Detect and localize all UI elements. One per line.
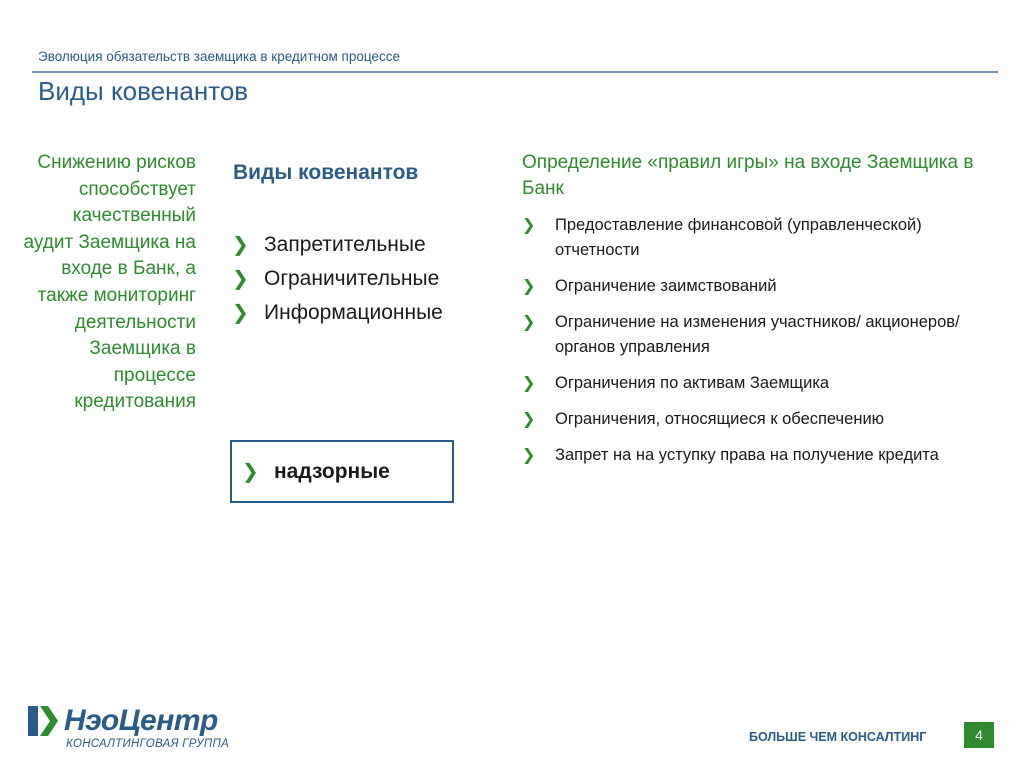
list-item-label: Предоставление финансовой (управленческой) отчетности [555,216,922,259]
list-item [522,407,992,432]
chevron-right-icon: ❯ [522,217,536,234]
chevron-right-icon: ❯ [232,268,249,290]
tagline: БОЛЬШЕ ЧЕМ КОНСАЛТИНГ [749,730,927,744]
rules-list [522,213,992,479]
header-divider [32,71,998,73]
slide-subtitle: Эволюция обязательств заемщика в кредитном процессе [38,49,400,64]
list-item [522,213,992,263]
list-item-label: Ограничительные [264,267,440,290]
logo-subtitle: КОНСАЛТИНГОВАЯ ГРУППА [66,738,230,750]
list-item [232,296,443,330]
list-item [522,443,992,468]
list-item-label: Запрет на на уступку права на получение кредита [555,446,939,464]
list-item [522,371,992,396]
covenant-types-heading: Виды ковенантов [233,161,419,184]
list-item [522,310,992,360]
list-item [232,228,443,262]
left-description: Снижению рисков способствует качественный аудит Заемщика на входе в Банк, а также мониторинг деятельности Заемщика в процессе кредитования [23,152,196,413]
chevron-right-icon: ❯ [522,375,536,392]
list-item-label: Информационные [264,301,443,324]
list-item-label: Ограничения, относящиеся к обеспечению [555,410,885,428]
chevron-right-icon: ❯ [522,278,536,295]
supervisory-box [230,440,454,503]
chevron-right-icon: ❯ [522,314,536,331]
rules-heading: Определение «правил игры» на входе Заемщика в Банк [522,152,974,199]
list-item [522,274,992,299]
list-item-label: Ограничения по активам Заемщика [555,374,830,392]
chevron-right-icon: ❯ [232,302,249,324]
logo-name: НэоЦентр [64,704,218,737]
chevron-right-icon: ❯ [522,411,536,428]
chevron-right-icon: ❯ [522,447,536,464]
list-item-label: Ограничение на изменения участников/ акционеров/органов управления [555,313,960,356]
logo-mark-icon [26,704,62,738]
slide-title: Виды ковенантов [38,76,249,106]
supervisory-label: надзорные [274,459,390,483]
chevron-right-icon: ❯ [232,234,249,256]
list-item [232,262,443,296]
list-item-label: Ограничение заимствований [555,277,777,295]
list-item-label: Запретительные [264,233,426,256]
page-number: 4 [964,722,994,748]
covenant-types-list [232,228,443,330]
company-logo [26,702,256,754]
chevron-right-icon: ❯ [242,461,259,483]
